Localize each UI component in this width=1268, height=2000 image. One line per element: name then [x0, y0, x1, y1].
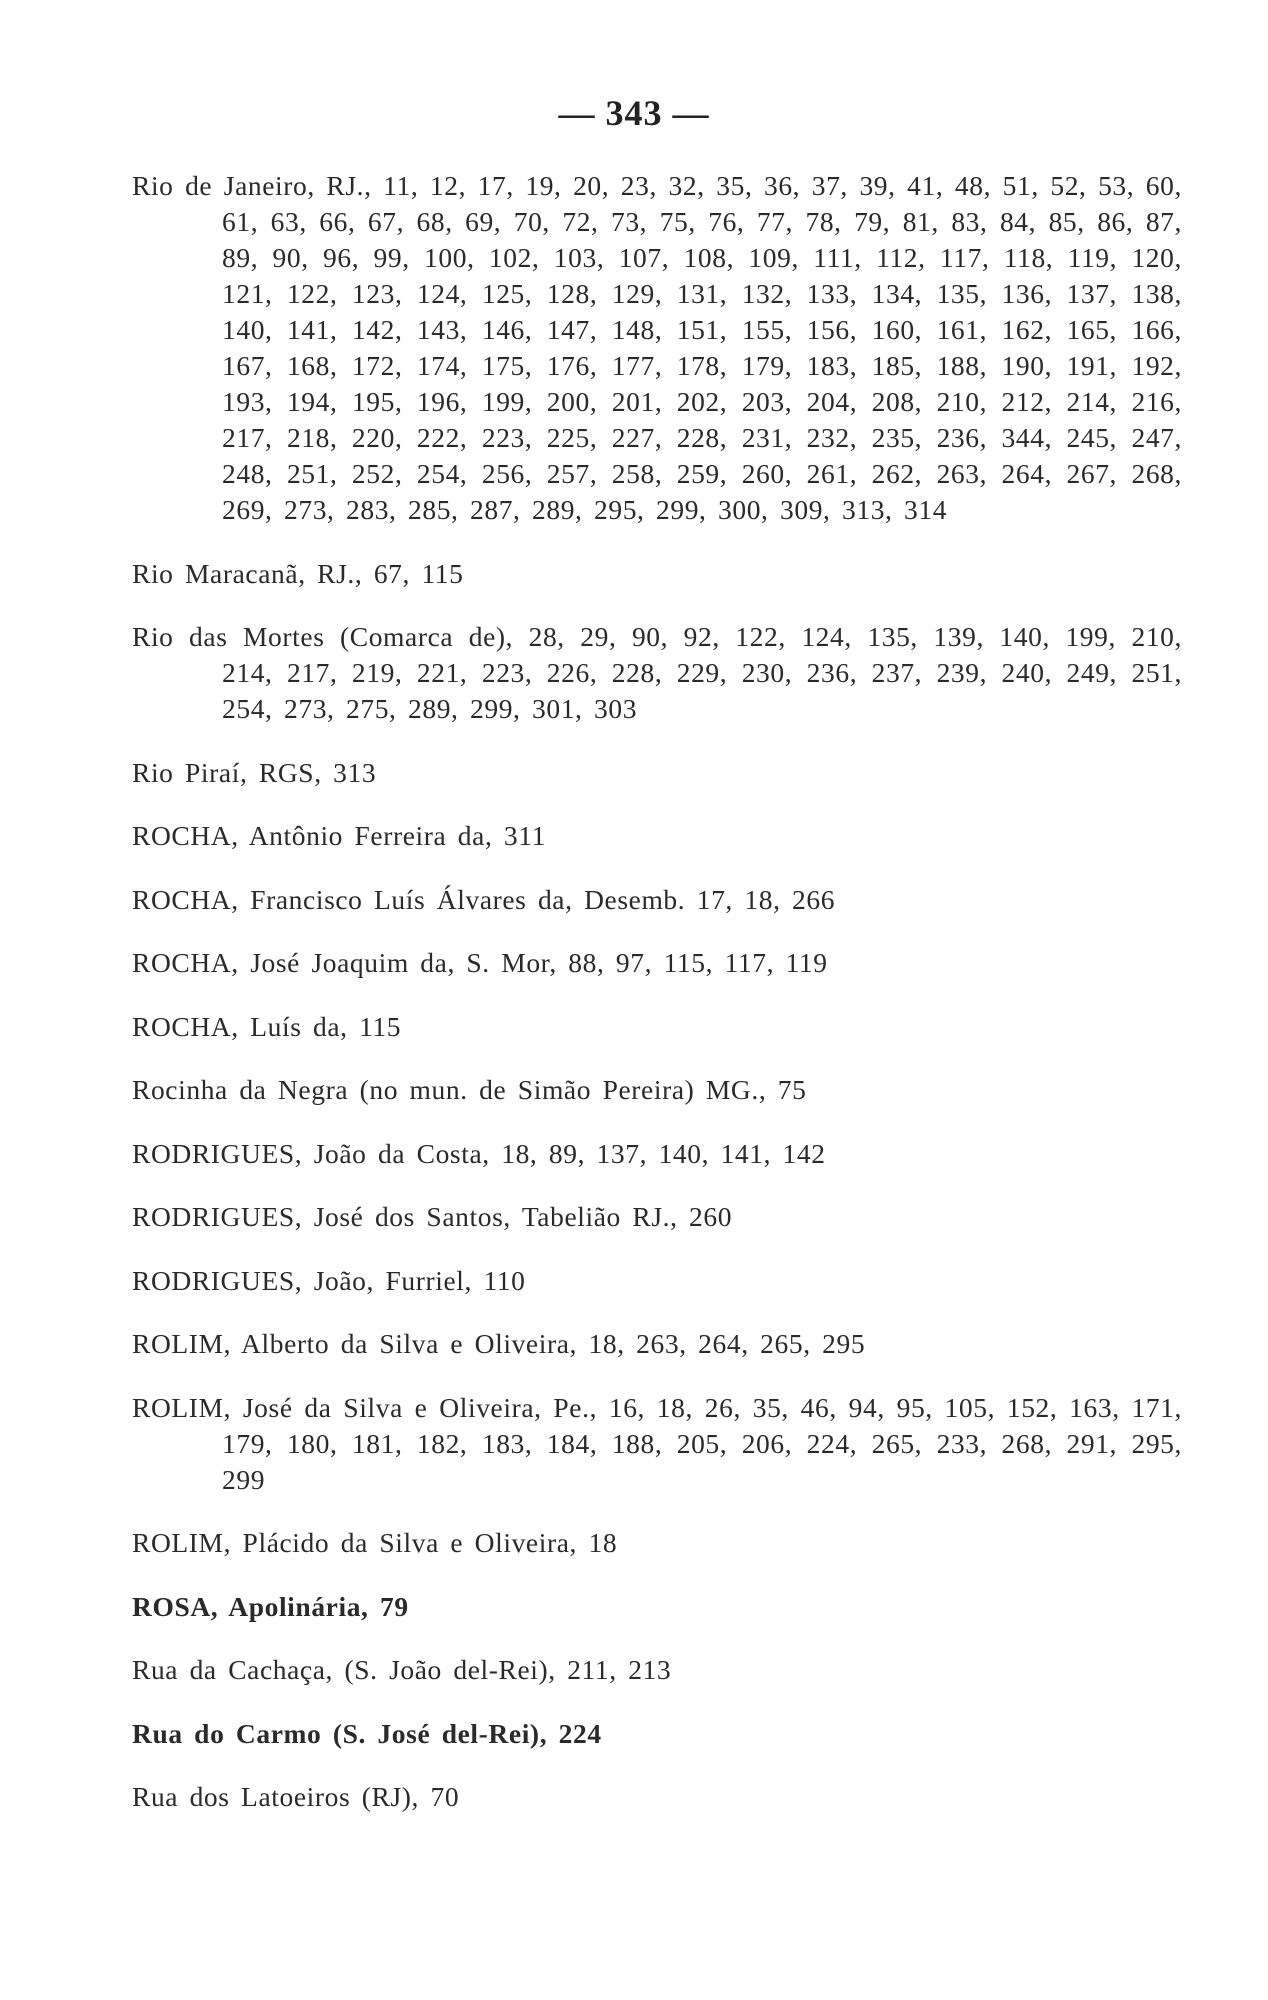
index-entry: Rio das Mortes (Comarca de), 28, 29, 90, 92, 122, 124, 135, 139, 140, 199, 210, 214, 217, 219, 221, 223, 226, 228, 229, 230, 236, 237, 239, 240, 249, 251, 254, 273, 275, 289, 299, 301, 303: [132, 621, 1182, 724]
index-entry: RODRIGUES, João, Furriel, 110: [132, 1264, 526, 1296]
index-entry: Rua do Carmo (S. José del-Rei), 224: [132, 1717, 602, 1749]
index-entries: [132, 168, 1182, 1837]
index-entry: Rio Piraí, RGS, 313: [132, 756, 377, 788]
index-entry: Rua dos Latoeiros (RJ), 70: [132, 1781, 460, 1812]
index-entry: ROLIM, Plácido da Silva e Oliveira, 18: [132, 1527, 618, 1558]
index-entry: ROCHA, Luís da, 115: [132, 1010, 402, 1042]
index-entry: Rua da Cachaça, (S. João del-Rei), 211, 213: [132, 1654, 672, 1685]
page-number: — 343 —: [558, 93, 710, 133]
index-entry: Rio Maracanã, RJ., 67, 115: [132, 557, 464, 589]
index-entry: Rocinha da Negra (no mun. de Simão Pereira) MG., 75: [132, 1074, 807, 1105]
index-entry: RODRIGUES, José dos Santos, Tabelião RJ., 260: [132, 1201, 733, 1232]
index-entry: ROLIM, José da Silva e Oliveira, Pe., 16, 18, 26, 35, 46, 94, 95, 105, 152, 163, 171, 179, 180, 181, 182, 183, 184, 188, 205, 206, 224, 265, 233, 268, 291, 295, 299: [132, 1391, 1182, 1495]
index-entry: ROCHA, Francisco Luís Álvares da, Desemb. 17, 18, 266: [132, 883, 836, 915]
index-entry: ROLIM, Alberto da Silva e Oliveira, 18, 263, 264, 265, 295: [132, 1328, 866, 1359]
index-entry: ROSA, Apolinária, 79: [132, 1590, 409, 1622]
index-entry: ROCHA, Antônio Ferreira da, 311: [132, 820, 546, 851]
index-entry: RODRIGUES, João da Costa, 18, 89, 137, 140, 141, 142: [132, 1137, 826, 1169]
index-entry: Rio de Janeiro, RJ., 11, 12, 17, 19, 20, 23, 32, 35, 36, 37, 39, 41, 48, 51, 52, 53, 60, 61, 63, 66, 67, 68, 69, 70, 72, 73, 75, 76, 77, 78, 79, 81, 83, 84, 85, 86, 87, 89, 90, 96, 99, 100, 102, 103, 107, 108, 109, 111, 112, 117, 118, 119, 120, 121, 122, 123, 124, 125, 128, 129, 131, 132, 133, 134, 135, 136, 137, 138, 140, 141, 142, 143, 146, 147, 148, 151, 155, 156, 160, 161, 162, 165, 166, 167, 168, 172, 174, 175, 176, 177, 178, 179, 183, 185, 188, 190, 191, 192, 193, 194, 195, 196, 199, 200, 201, 202, 203, 204, 208, 210, 212, 214, 216, 217, 218, 220, 222, 223, 225, 227, 228, 231, 232, 235, 236, 344, 245, 247, 248, 251, 252, 254, 256, 257, 258, 259, 260, 261, 262, 263, 264, 267, 268, 269, 273, 283, 285, 287, 289, 295, 299, 300, 309, 313, 314: [132, 170, 1182, 525]
index-entry: ROCHA, José Joaquim da, S. Mor, 88, 97, 115, 117, 119: [132, 947, 828, 978]
